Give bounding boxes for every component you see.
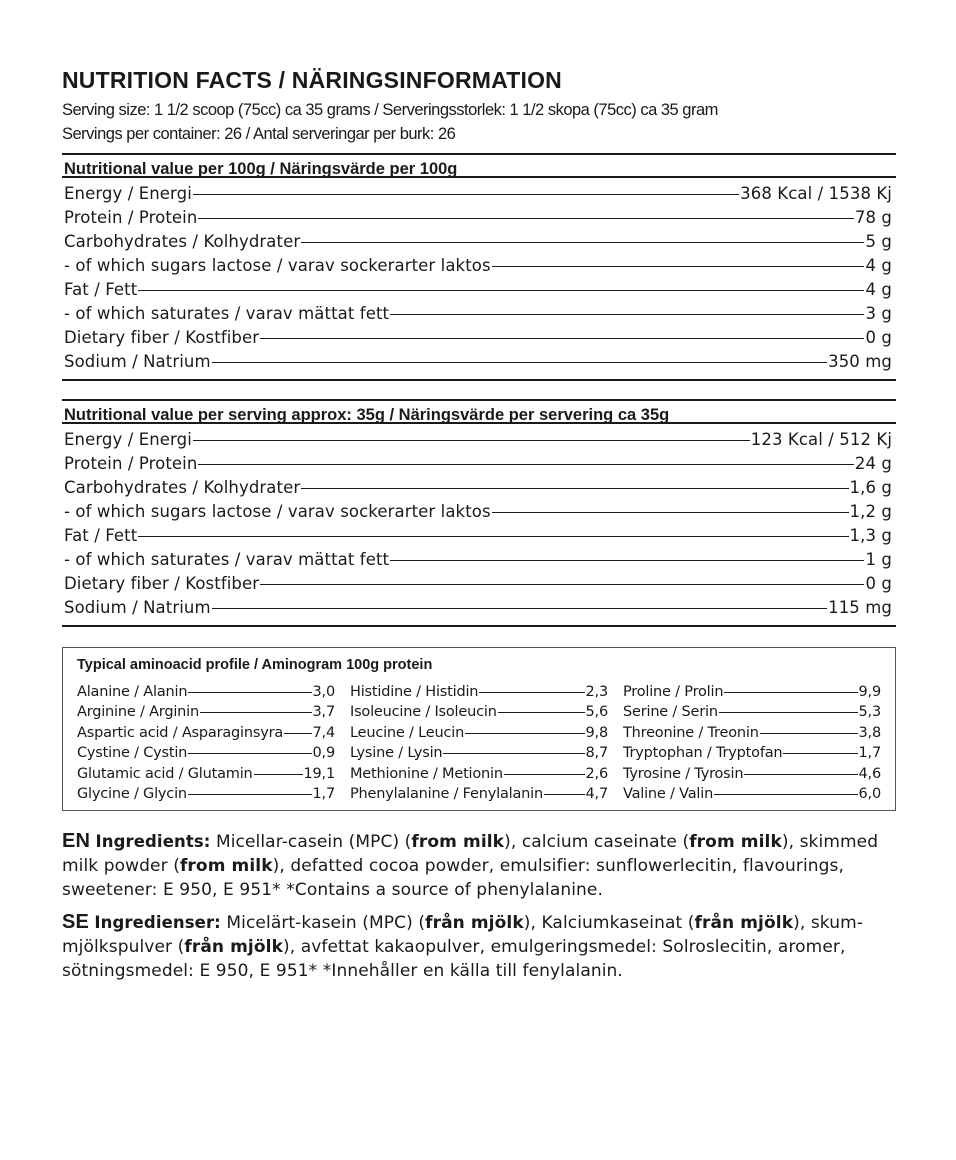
- nutrition-label: [62, 66, 896, 991]
- leader-line: [479, 692, 584, 693]
- nutrient-row: [64, 596, 896, 620]
- amino-acid-profile: [62, 647, 896, 811]
- leader-line: [744, 774, 857, 775]
- amino-label: Cystine / Cystin: [77, 745, 188, 762]
- page-title: NUTRITION FACTS / NÄRINGSINFORMATION: [62, 67, 562, 93]
- nutrient-value: 4 g: [865, 280, 892, 299]
- allergen: from milk: [411, 832, 505, 853]
- leader-line: [492, 266, 865, 267]
- amino-row: [77, 764, 335, 784]
- nutrient-label: Fat / Fett: [64, 280, 138, 299]
- nutrient-value: 5 g: [865, 232, 892, 251]
- leader-line: [492, 512, 849, 513]
- ingredients-text: ), calcium caseinate (: [504, 832, 690, 853]
- amino-row: [350, 764, 608, 784]
- amino-value: 2,6: [585, 765, 608, 782]
- leader-line: [390, 560, 864, 561]
- per-serving-rows: [62, 424, 896, 627]
- amino-row: [77, 743, 335, 763]
- amino-value: 5,3: [858, 704, 881, 721]
- nutrient-row: [64, 500, 896, 524]
- amino-row: [350, 784, 608, 804]
- leader-line: [193, 194, 739, 195]
- nutrient-row: [64, 254, 896, 278]
- amino-value: 6,0: [858, 785, 881, 802]
- leader-line: [254, 774, 303, 775]
- allergen: from milk: [689, 832, 782, 853]
- nutrient-row: [64, 350, 896, 374]
- leader-line: [783, 753, 857, 754]
- serving-size: Serving size: 1 1/2 scoop (75cc) ca 35 grams / Serveringsstorlek: 1 1/2 skopa (75cc) ca 35 gram: [62, 101, 718, 119]
- nutrient-row: [64, 182, 896, 206]
- leader-line: [465, 733, 584, 734]
- per-100g-rows: [62, 178, 896, 381]
- amino-value: 4,6: [858, 765, 881, 782]
- nutrient-value: 24 g: [854, 454, 892, 473]
- amino-row: [623, 723, 881, 743]
- amino-label: Glycine / Glycin: [77, 785, 187, 802]
- leader-line: [544, 794, 585, 795]
- ingredients-text: ), skimmed milk powder (: [62, 832, 879, 877]
- amino-row: [623, 743, 881, 763]
- nutrient-row: [64, 524, 896, 548]
- leader-line: [498, 712, 585, 713]
- amino-row: [623, 682, 881, 702]
- ingredients-se: [62, 910, 896, 983]
- leader-line: [212, 608, 827, 609]
- amino-row: [350, 723, 608, 743]
- nutrient-value: 368 Kcal / 1538 Kj: [740, 184, 892, 203]
- leader-line: [193, 440, 750, 441]
- amino-value: 3,8: [858, 724, 881, 741]
- amino-column: [77, 682, 335, 804]
- nutrient-row: [64, 302, 896, 326]
- ingredients-text: ), skum-mjölkspulver (: [62, 913, 863, 958]
- amino-value: 7,4: [312, 724, 335, 741]
- nutrient-row: [64, 572, 896, 596]
- per-serving-heading: Nutritional value per serving approx: 35g / Näringsvärde per servering ca 35g: [62, 399, 896, 424]
- nutrient-label: Fat / Fett: [64, 526, 138, 545]
- leader-line: [443, 753, 584, 754]
- nutrient-label: Energy / Energi: [64, 184, 192, 203]
- amino-value: 0,9: [312, 745, 335, 762]
- nutrient-value: 123 Kcal / 512 Kj: [750, 430, 892, 449]
- per-serving-table: [62, 399, 896, 627]
- amino-value: 4,7: [585, 785, 608, 802]
- ingredients-text: Micelärt-kasein (MPC) (: [220, 913, 426, 934]
- nutrient-row: [64, 230, 896, 254]
- amino-row: [77, 702, 335, 722]
- leader-line: [504, 774, 585, 775]
- amino-value: 1,7: [312, 785, 335, 802]
- amino-label: Aspartic acid / Asparaginsyra: [77, 724, 284, 741]
- allergen: from milk: [179, 856, 273, 877]
- leader-line: [301, 488, 848, 489]
- amino-label: Valine / Valin: [623, 785, 714, 802]
- amino-row: [350, 702, 608, 722]
- nutrient-value: 115 mg: [828, 598, 892, 617]
- ingredients-text: ), Kalciumkaseinat (: [523, 913, 695, 934]
- leader-line: [188, 794, 312, 795]
- leader-line: [760, 733, 858, 734]
- nutrient-label: - of which saturates / varav mättat fett: [64, 304, 390, 323]
- amino-label: Phenylalanine / Fenylalanin: [350, 785, 543, 802]
- nutrient-value: 350 mg: [828, 352, 892, 371]
- nutrient-value: 0 g: [865, 328, 892, 347]
- nutrient-value: 1,3 g: [849, 526, 892, 545]
- allergen: från mjölk: [184, 937, 283, 958]
- nutrient-label: Dietary fiber / Kostfiber: [64, 574, 260, 593]
- amino-value: 2,3: [585, 684, 608, 700]
- amino-value: 1,7: [858, 745, 881, 762]
- nutrient-label: Carbohydrates / Kolhydrater: [64, 232, 301, 251]
- nutrient-row: [64, 206, 896, 230]
- allergen: från mjölk: [425, 913, 524, 934]
- amino-label: Alanine / Alanin: [77, 684, 188, 700]
- nutrient-value: 1,6 g: [849, 478, 892, 497]
- leader-line: [284, 733, 312, 734]
- nutrient-label: Dietary fiber / Kostfiber: [64, 328, 260, 347]
- leader-line: [714, 794, 857, 795]
- ingredients-text: Micellar-casein (MPC) (: [210, 832, 412, 853]
- amino-value: 8,7: [585, 745, 608, 762]
- nutrient-label: Protein / Protein: [64, 208, 198, 227]
- amino-label: Glutamic acid / Glutamin: [77, 765, 253, 782]
- amino-row: [77, 682, 335, 702]
- lang-code: SE: [62, 911, 89, 934]
- nutrient-label: - of which sugars lactose / varav sockerarter laktos: [64, 256, 491, 275]
- lang-code: EN: [62, 830, 90, 853]
- nutrient-value: 1,2 g: [849, 502, 892, 521]
- leader-line: [188, 753, 311, 754]
- nutrient-row: [64, 278, 896, 302]
- leader-line: [390, 314, 864, 315]
- leader-line: [301, 242, 864, 243]
- per-100g-table: [62, 153, 896, 381]
- ingredients-text: ), defatted cocoa powder, emulsifier: sunflowerlecitin, flavourings, sweetener: E 950, E 951* *Contains a source of phenylalanine.: [62, 856, 845, 901]
- nutrient-label: - of which saturates / varav mättat fett: [64, 550, 390, 569]
- amino-label: Histidine / Histidin: [350, 684, 479, 700]
- leader-line: [138, 536, 848, 537]
- nutrient-row: [64, 548, 896, 572]
- amino-value: 19,1: [303, 765, 335, 782]
- ingredients-label: Ingredients:: [95, 832, 211, 852]
- nutrient-value: 0 g: [865, 574, 892, 593]
- amino-label: Threonine / Treonin: [623, 724, 759, 741]
- amino-columns: [77, 682, 881, 804]
- nutrient-value: 1 g: [865, 550, 892, 569]
- nutrient-label: Protein / Protein: [64, 454, 198, 473]
- nutrient-label: Energy / Energi: [64, 430, 192, 449]
- amino-label: Methionine / Metionin: [350, 765, 503, 782]
- leader-line: [260, 584, 864, 585]
- amino-label: Isoleucine / Isoleucin: [350, 704, 497, 721]
- amino-row: [623, 702, 881, 722]
- amino-row: [623, 764, 881, 784]
- leader-line: [260, 338, 864, 339]
- leader-line: [188, 692, 311, 693]
- nutrient-row: [64, 428, 896, 452]
- amino-row: [77, 784, 335, 804]
- amino-label: Tyrosine / Tyrosin: [623, 765, 744, 782]
- amino-row: [350, 682, 608, 702]
- allergen: från mjölk: [694, 913, 794, 934]
- ingredients-en: [62, 829, 896, 902]
- leader-line: [724, 692, 857, 693]
- amino-value: 3,0: [312, 684, 335, 700]
- nutrient-row: [64, 326, 896, 350]
- nutrient-label: - of which sugars lactose / varav sockerarter laktos: [64, 502, 491, 521]
- nutrient-value: 4 g: [865, 256, 892, 275]
- nutrient-row: [64, 476, 896, 500]
- nutrient-label: Carbohydrates / Kolhydrater: [64, 478, 301, 497]
- leader-line: [719, 712, 858, 713]
- amino-column: [350, 682, 608, 804]
- amino-row: [350, 743, 608, 763]
- leader-line: [198, 464, 853, 465]
- nutrient-value: 3 g: [865, 304, 892, 323]
- nutrient-label: Sodium / Natrium: [64, 598, 211, 617]
- amino-row: [623, 784, 881, 804]
- amino-value: 9,8: [585, 724, 608, 741]
- nutrient-value: 78 g: [854, 208, 892, 227]
- per-100g-heading: Nutritional value per 100g / Näringsvärde per 100g: [62, 153, 896, 178]
- amino-label: Serine / Serin: [623, 704, 718, 721]
- ingredients-text: ), avfettat kakaopulver, emulgeringsmedel: Solroslecitin, aromer, sötningsmedel: E 950, E 951* *Innehåller en källa till fenylalanin.: [62, 937, 846, 982]
- leader-line: [198, 218, 853, 219]
- leader-line: [212, 362, 827, 363]
- amino-label: Leucine / Leucin: [350, 724, 465, 741]
- ingredients-label: Ingredienser:: [94, 913, 221, 933]
- amino-title: Typical aminoacid profile / Aminogram 100g protein: [77, 657, 433, 673]
- amino-value: 9,9: [858, 684, 881, 700]
- leader-line: [200, 712, 312, 713]
- nutrient-label: Sodium / Natrium: [64, 352, 211, 371]
- amino-label: Lysine / Lysin: [350, 745, 443, 762]
- amino-label: Proline / Prolin: [623, 684, 724, 700]
- amino-row: [77, 723, 335, 743]
- leader-line: [138, 290, 864, 291]
- amino-label: Tryptophan / Tryptofan: [623, 745, 783, 762]
- servings-per-container: Servings per container: 26 / Antal serveringar per burk: 26: [62, 125, 456, 143]
- ingredients: [62, 829, 896, 983]
- amino-value: 5,6: [585, 704, 608, 721]
- amino-value: 3,7: [312, 704, 335, 721]
- nutrient-row: [64, 452, 896, 476]
- amino-column: [623, 682, 881, 804]
- amino-label: Arginine / Arginin: [77, 704, 199, 721]
